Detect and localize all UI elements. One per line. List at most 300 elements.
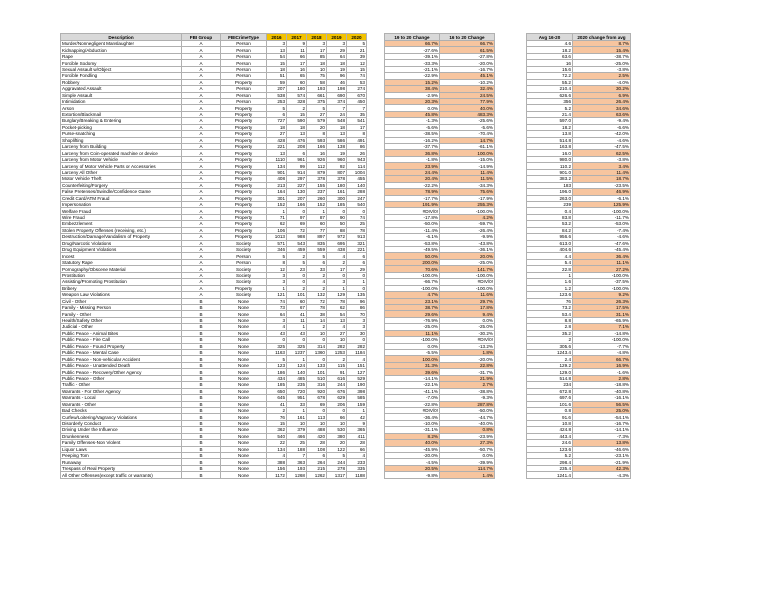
cell-avg-16-20: 5.2 <box>527 453 573 459</box>
cell-2017: 1 <box>287 356 307 362</box>
cell-2020: 159 <box>347 401 367 407</box>
cell-2018: 75 <box>307 73 327 79</box>
cell-fbi-group: B <box>182 298 221 304</box>
cell-2019: 10 <box>327 337 347 343</box>
cell-description: Trespass of Real Property <box>61 465 182 471</box>
cell-description: Driving Under the Influence <box>61 427 182 433</box>
cell-2020: 5 <box>347 41 367 47</box>
cell-crime-type: None <box>221 298 267 304</box>
cell-2018: 8 <box>307 131 327 137</box>
cell-2019: 244 <box>327 459 347 465</box>
cell-avg-16-20: 123.6 <box>527 292 573 298</box>
cell-change-from-avg: -42.0% <box>573 131 631 137</box>
cell-2016: 3 <box>267 272 287 278</box>
cell-2017: 41 <box>287 311 307 317</box>
cell-16-20-change: 287.8% <box>440 401 495 407</box>
table-row <box>61 472 631 478</box>
cell-avg-16-20: 956.6 <box>527 234 573 240</box>
cell-2017: 18 <box>287 124 307 130</box>
cell-16-20-change: -25.0% <box>440 259 495 265</box>
cell-19-20-change: 45.8% <box>385 111 440 117</box>
cell-2017: 590 <box>287 118 307 124</box>
cell-change-from-avg: 31.1% <box>573 311 631 317</box>
cell-2016: 54 <box>267 53 287 59</box>
cell-19-20-change: -14.1% <box>385 375 440 381</box>
cell-description: Wire Fraud <box>61 214 182 220</box>
cell-change-from-avg: 2.5% <box>573 73 631 79</box>
cell-crime-type: Property <box>221 201 267 207</box>
cell-2016: 62 <box>267 221 287 227</box>
cell-crime-type: None <box>221 453 267 459</box>
cell-crime-type: Person <box>221 92 267 98</box>
cell-2018: 20 <box>307 124 327 130</box>
cell-2020: 1004 <box>347 169 367 175</box>
cell-description: False Pretenses/Swindle/Confidence Game <box>61 189 182 195</box>
cell-fbi-group: B <box>182 414 221 420</box>
cell-2017: 951 <box>287 395 307 401</box>
cell-2016: 41 <box>267 401 287 407</box>
cell-2017: 101 <box>287 292 307 298</box>
cell-2019: 24 <box>327 111 347 117</box>
cell-2018: 314 <box>307 343 327 349</box>
cell-avg-16-20: 13.8 <box>527 131 573 137</box>
cell-crime-type: Society <box>221 247 267 253</box>
cell-16-20-change: 61.5% <box>440 47 495 53</box>
cell-2020: 1 <box>347 279 367 285</box>
cell-2019: 300 <box>327 195 347 201</box>
cell-avg-16-20: 183 <box>527 182 573 188</box>
cell-change-from-avg: -4.6% <box>573 137 631 143</box>
cell-2016: 152 <box>267 201 287 207</box>
cell-avg-16-20: 91.6 <box>527 414 573 420</box>
cell-2020: 135 <box>347 292 367 298</box>
cell-crime-type: Property <box>221 227 267 233</box>
cell-description: Impersonation <box>61 201 182 207</box>
cell-2017: 140 <box>287 369 307 375</box>
cell-change-from-avg: 26.3% <box>573 298 631 304</box>
cell-description: Drug Equipment Violations <box>61 247 182 253</box>
cell-2016: 221 <box>267 144 287 150</box>
cell-2017: 574 <box>287 92 307 98</box>
cell-change-from-avg: 46.9% <box>573 189 631 195</box>
cell-2018: 72 <box>307 298 327 304</box>
cell-2017: 23 <box>287 266 307 272</box>
cell-2016: 434 <box>267 375 287 381</box>
cell-description: Murder/Nonnegligent Manslaughter <box>61 41 182 47</box>
cell-2016: 645 <box>267 395 287 401</box>
cell-crime-type: None <box>221 337 267 343</box>
cell-crime-type: None <box>221 311 267 317</box>
cell-fbi-group: B <box>182 311 221 317</box>
cell-change-from-avg: -7.4% <box>573 227 631 233</box>
cell-description: Bribery <box>61 285 182 291</box>
cell-2017: 227 <box>287 182 307 188</box>
cell-16-20-change: 1.8% <box>440 350 495 356</box>
cell-2016: 156 <box>267 465 287 471</box>
cell-avg-16-20: 18.2 <box>527 47 573 53</box>
cell-19-20-change: 23.1% <box>385 298 440 304</box>
cell-2020: 943 <box>347 156 367 162</box>
cell-fbi-group: A <box>182 111 221 117</box>
cell-16-20-change: -100.0% <box>440 285 495 291</box>
cell-2018: 4 <box>307 279 327 285</box>
cell-2019: 10 <box>327 420 347 426</box>
cell-2017: 1237 <box>287 350 307 356</box>
cell-2020: 114 <box>347 163 367 169</box>
cell-avg-16-20: 16.0 <box>527 150 573 156</box>
cell-2018: 661 <box>307 92 327 98</box>
cell-2016: 727 <box>267 118 287 124</box>
cell-description: All Other Offenses(except traffic or warrants) <box>61 472 182 478</box>
cell-spacer-2 <box>495 472 527 478</box>
cell-description: Rape <box>61 53 182 59</box>
cell-avg-16-20: 356 <box>527 98 573 104</box>
header-2018: 2018 <box>307 34 327 41</box>
header-2017: 2017 <box>287 34 307 41</box>
cell-16-20-change: -100.0% <box>440 208 495 214</box>
cell-change-from-avg: 30.2% <box>573 86 631 92</box>
cell-description: Public Peace - Fire Call <box>61 337 182 343</box>
cell-2017: 988 <box>287 234 307 240</box>
cell-2018: 108 <box>307 446 327 452</box>
cell-avg-16-20: 53.2 <box>527 221 573 227</box>
cell-crime-type: Society <box>221 279 267 285</box>
cell-16-20-change: 40.0% <box>440 105 495 111</box>
cell-2019: 46 <box>327 79 347 85</box>
cell-2019: 960 <box>327 156 347 162</box>
cell-2016: 13 <box>267 47 287 53</box>
cell-fbi-group: B <box>182 343 221 349</box>
cell-description: Drug/Narcotic Violations <box>61 240 182 246</box>
cell-2020: 365 <box>347 427 367 433</box>
cell-2019: 278 <box>327 465 347 471</box>
cell-19-20-change: 100.0% <box>385 356 440 362</box>
cell-2019: 198 <box>327 86 347 92</box>
cell-19-20-change: 8.2% <box>385 433 440 439</box>
cell-19-20-change: -16.2% <box>385 137 440 143</box>
cell-2016: 3 <box>267 41 287 47</box>
cell-2016: 388 <box>267 459 287 465</box>
cell-2019: 690 <box>327 92 347 98</box>
cell-2017: 97 <box>287 214 307 220</box>
cell-2016: 0 <box>267 337 287 343</box>
cell-2020: 86 <box>347 144 367 150</box>
cell-change-from-avg: -4.8% <box>573 350 631 356</box>
cell-2016: 1172 <box>267 472 287 478</box>
cell-avg-16-20: 1.2 <box>527 285 573 291</box>
cell-crime-type: None <box>221 375 267 381</box>
cell-change-from-avg: -21.9% <box>573 459 631 465</box>
cell-crime-type: Person <box>221 98 267 104</box>
cell-change-from-avg: 11.4% <box>573 169 631 175</box>
cell-2017: 0 <box>287 272 307 278</box>
cell-2019: 0 <box>327 208 347 214</box>
cell-description: Welfare Fraud <box>61 208 182 214</box>
cell-2018: 5 <box>307 253 327 259</box>
cell-2018: 678 <box>307 395 327 401</box>
cell-fbi-group: A <box>182 41 221 47</box>
cell-2020: 21 <box>347 47 367 53</box>
cell-2020: 274 <box>347 86 367 92</box>
cell-16-20-change: 20.0% <box>440 253 495 259</box>
cell-2017: 43 <box>287 330 307 336</box>
cell-2018: 593 <box>307 137 327 143</box>
cell-avg-16-20: 514.8 <box>527 137 573 143</box>
cell-crime-type: Property <box>221 124 267 130</box>
cell-fbi-group: A <box>182 53 221 59</box>
cell-16-20-change: 22.8% <box>440 362 495 368</box>
cell-2016: 59 <box>267 79 287 85</box>
cell-avg-16-20: 672.8 <box>527 388 573 394</box>
cell-crime-type: Society <box>221 292 267 298</box>
cell-2019: 13 <box>327 131 347 137</box>
cell-fbi-group: B <box>182 317 221 323</box>
cell-change-from-avg: -9.4% <box>573 118 631 124</box>
cell-crime-type: Person <box>221 53 267 59</box>
cell-2017: 325 <box>287 343 307 349</box>
cell-19-20-change: #DIV/0! <box>385 407 440 413</box>
cell-2019: 185 <box>327 201 347 207</box>
cell-2018: 215 <box>307 465 327 471</box>
cell-2019: 161 <box>327 189 347 195</box>
cell-description: Robbery <box>61 79 182 85</box>
cell-2019: 4 <box>327 253 347 259</box>
cell-2018: 112 <box>307 163 327 169</box>
cell-change-from-avg: 3.4% <box>573 163 631 169</box>
cell-fbi-group: B <box>182 304 221 310</box>
cell-2018: 5 <box>307 105 327 111</box>
cell-2019: 4 <box>327 324 347 330</box>
cell-2018: 897 <box>307 234 327 240</box>
cell-16-20-change: -13.2% <box>440 343 495 349</box>
cell-2016: 3 <box>267 317 287 323</box>
cell-2019: 20 <box>327 440 347 446</box>
cell-2018: 237 <box>307 189 327 195</box>
cell-2019: 378 <box>327 176 347 182</box>
cell-avg-16-20: 10.8 <box>527 420 573 426</box>
cell-fbi-group: A <box>182 176 221 182</box>
cell-2020: 247 <box>347 195 367 201</box>
cell-16-20-change: -17.9% <box>440 195 495 201</box>
cell-avg-16-20: 16 <box>527 60 573 66</box>
cell-2020: 0 <box>347 272 367 278</box>
cell-2017: 466 <box>287 433 307 439</box>
cell-fbi-group: B <box>182 356 221 362</box>
cell-2019: 282 <box>327 343 347 349</box>
cell-2017: 188 <box>287 446 307 452</box>
cell-avg-16-20: 83.8 <box>527 214 573 220</box>
cell-2017: 193 <box>287 465 307 471</box>
cell-2020: 411 <box>347 433 367 439</box>
cell-avg-16-20: 383.2 <box>527 176 573 182</box>
cell-avg-16-20: 404.6 <box>527 247 573 253</box>
cell-crime-type: None <box>221 465 267 471</box>
cell-19-20-change: -36.4% <box>385 414 440 420</box>
cell-19-20-change: 15.2% <box>385 79 440 85</box>
cell-2018: 559 <box>307 247 327 253</box>
cell-crime-type: None <box>221 362 267 368</box>
cell-crime-type: Person <box>221 259 267 265</box>
cell-2016: 5 <box>267 356 287 362</box>
cell-2017: 65 <box>287 73 307 79</box>
cell-crime-type: None <box>221 407 267 413</box>
cell-avg-16-20: 110.2 <box>527 163 573 169</box>
cell-2016: 1 <box>267 208 287 214</box>
cell-change-from-avg: 7.1% <box>573 324 631 330</box>
cell-2019: 438 <box>327 247 347 253</box>
cell-2016: 134 <box>267 446 287 452</box>
cell-19-20-change: -6.1% <box>385 234 440 240</box>
cell-avg-16-20: 697.6 <box>527 395 573 401</box>
cell-fbi-group: B <box>182 440 221 446</box>
header-avg-16-20: Avg 16-20 <box>527 34 573 41</box>
cell-change-from-avg: 8.7% <box>573 41 631 47</box>
cell-16-20-change: -30.2% <box>440 330 495 336</box>
cell-2018: 6 <box>307 259 327 265</box>
cell-16-20-change: -25.0% <box>440 324 495 330</box>
cell-description: Bad Checks <box>61 407 182 413</box>
cell-2016: 74 <box>267 298 287 304</box>
cell-2020: 913 <box>347 234 367 240</box>
cell-2020: 25 <box>347 221 367 227</box>
cell-crime-type: Person <box>221 41 267 47</box>
cell-description: Disorderly Conduct <box>61 420 182 426</box>
cell-2020: 7 <box>347 105 367 111</box>
cell-avg-16-20: 123.6 <box>527 446 573 452</box>
cell-description: Intimidation <box>61 98 182 104</box>
cell-fbi-group: A <box>182 214 221 220</box>
cell-description: Larceny from Motor Vehicle <box>61 156 182 162</box>
cell-16-20-change: 0.8% <box>440 427 495 433</box>
cell-2020: 1 <box>347 407 367 413</box>
cell-2018: 17 <box>307 47 327 53</box>
cell-2018: 579 <box>307 118 327 124</box>
cell-crime-type: None <box>221 356 267 362</box>
cell-19-20-change: -2.9% <box>385 92 440 98</box>
cell-avg-16-20: 613.0 <box>527 240 573 246</box>
cell-change-from-avg: -16.1% <box>573 395 631 401</box>
cell-change-from-avg: -1.6% <box>573 369 631 375</box>
cell-crime-type: None <box>221 330 267 336</box>
cell-2019: 374 <box>327 98 347 104</box>
cell-2017: 130 <box>287 189 307 195</box>
cell-19-20-change: 38.4% <box>385 86 440 92</box>
cell-2017: 0 <box>287 337 307 343</box>
cell-2020: 1188 <box>347 472 367 478</box>
cell-2017: 166 <box>287 201 307 207</box>
cell-description: Runaway <box>61 459 182 465</box>
cell-change-from-avg: -54.1% <box>573 414 631 420</box>
cell-description: Public Peace - Non-vehicular Accident <box>61 356 182 362</box>
cell-change-from-avg: -25.0% <box>573 60 631 66</box>
cell-2018: 260 <box>307 195 327 201</box>
cell-2016: 12 <box>267 266 287 272</box>
cell-change-from-avg: -4.3% <box>573 472 631 478</box>
cell-19-20-change: -33.3% <box>385 60 440 66</box>
cell-19-20-change: -22.8% <box>385 401 440 407</box>
cell-2018: 1360 <box>307 350 327 356</box>
cell-2019: 62 <box>327 304 347 310</box>
cell-2017: 720 <box>287 388 307 394</box>
cell-2019: 19 <box>327 150 347 156</box>
cell-2019: 2 <box>327 356 347 362</box>
cell-2016: 6 <box>267 111 287 117</box>
cell-2017: 1268 <box>287 472 307 478</box>
cell-2017: 379 <box>287 427 307 433</box>
cell-crime-type: Person <box>221 86 267 92</box>
cell-2018: 60 <box>307 221 327 227</box>
cell-2019: 66 <box>327 414 347 420</box>
cell-16-20-change: -61.1% <box>440 144 495 150</box>
cell-2018: 193 <box>307 86 327 92</box>
cell-2020: 74 <box>347 73 367 79</box>
cell-16-20-change: -39.9% <box>440 459 495 465</box>
cell-crime-type: Property <box>221 79 267 85</box>
cell-description: Civil - Other <box>61 298 182 304</box>
cell-2020: 4 <box>347 356 367 362</box>
cell-2017: 11 <box>287 47 307 53</box>
cell-2016: 428 <box>267 137 287 143</box>
cell-19-20-change: -49.5% <box>385 247 440 253</box>
cell-avg-16-20: 72.2 <box>527 73 573 79</box>
cell-fbi-group: B <box>182 375 221 381</box>
cell-19-20-change: 24.4% <box>385 169 440 175</box>
cell-2016: 3 <box>267 279 287 285</box>
cell-fbi-group: A <box>182 131 221 137</box>
cell-2017: 1 <box>287 407 307 413</box>
cell-avg-16-20: 8.8 <box>527 317 573 323</box>
cell-change-from-avg: -14.1% <box>573 427 631 433</box>
cell-2020: 541 <box>347 118 367 124</box>
cell-change-from-avg: -53.0% <box>573 221 631 227</box>
cell-2016: 8 <box>267 259 287 265</box>
cell-fbi-group: A <box>182 86 221 92</box>
cell-crime-type: None <box>221 317 267 323</box>
cell-2018: 510 <box>307 375 327 381</box>
cell-fbi-group: B <box>182 362 221 368</box>
cell-description: Larceny of Motor Vehicle Parts or Accessories <box>61 163 182 169</box>
cell-19-20-change: 36.8% <box>385 150 440 156</box>
cell-19-20-change: -53.8% <box>385 240 440 246</box>
cell-2020: 455 <box>347 176 367 182</box>
cell-avg-16-20: 626.6 <box>527 92 573 98</box>
cell-2018: 27 <box>307 111 327 117</box>
cell-2019: 3 <box>327 41 347 47</box>
cell-fbi-group: A <box>182 169 221 175</box>
cell-crime-type: Property <box>221 144 267 150</box>
cell-16-20-change: -20.0% <box>440 60 495 66</box>
cell-2016: 5 <box>267 253 287 259</box>
cell-change-from-avg: -46.6% <box>573 446 631 452</box>
cell-crime-type: Person <box>221 66 267 72</box>
cell-16-20-change: 1.4% <box>440 472 495 478</box>
cell-16-20-change: 77.9% <box>440 98 495 104</box>
cell-crime-type: Property <box>221 208 267 214</box>
cell-2020: 30 <box>347 330 367 336</box>
cell-avg-16-20: 298.4 <box>527 459 573 465</box>
cell-description: Assisting/Promoting Prostitution <box>61 279 182 285</box>
cell-2020: 233 <box>347 459 367 465</box>
header-crime-type: FBICrimeType <box>221 34 267 41</box>
cell-19-20-change: 78.9% <box>385 189 440 195</box>
crime-statistics-table <box>60 33 631 479</box>
cell-avg-16-20: 196.0 <box>527 189 573 195</box>
cell-2020: 8 <box>347 131 367 137</box>
cell-crime-type: Property <box>221 285 267 291</box>
cell-2019: 64 <box>327 53 347 59</box>
cell-2017: 914 <box>287 169 307 175</box>
cell-2018: 38 <box>307 311 327 317</box>
